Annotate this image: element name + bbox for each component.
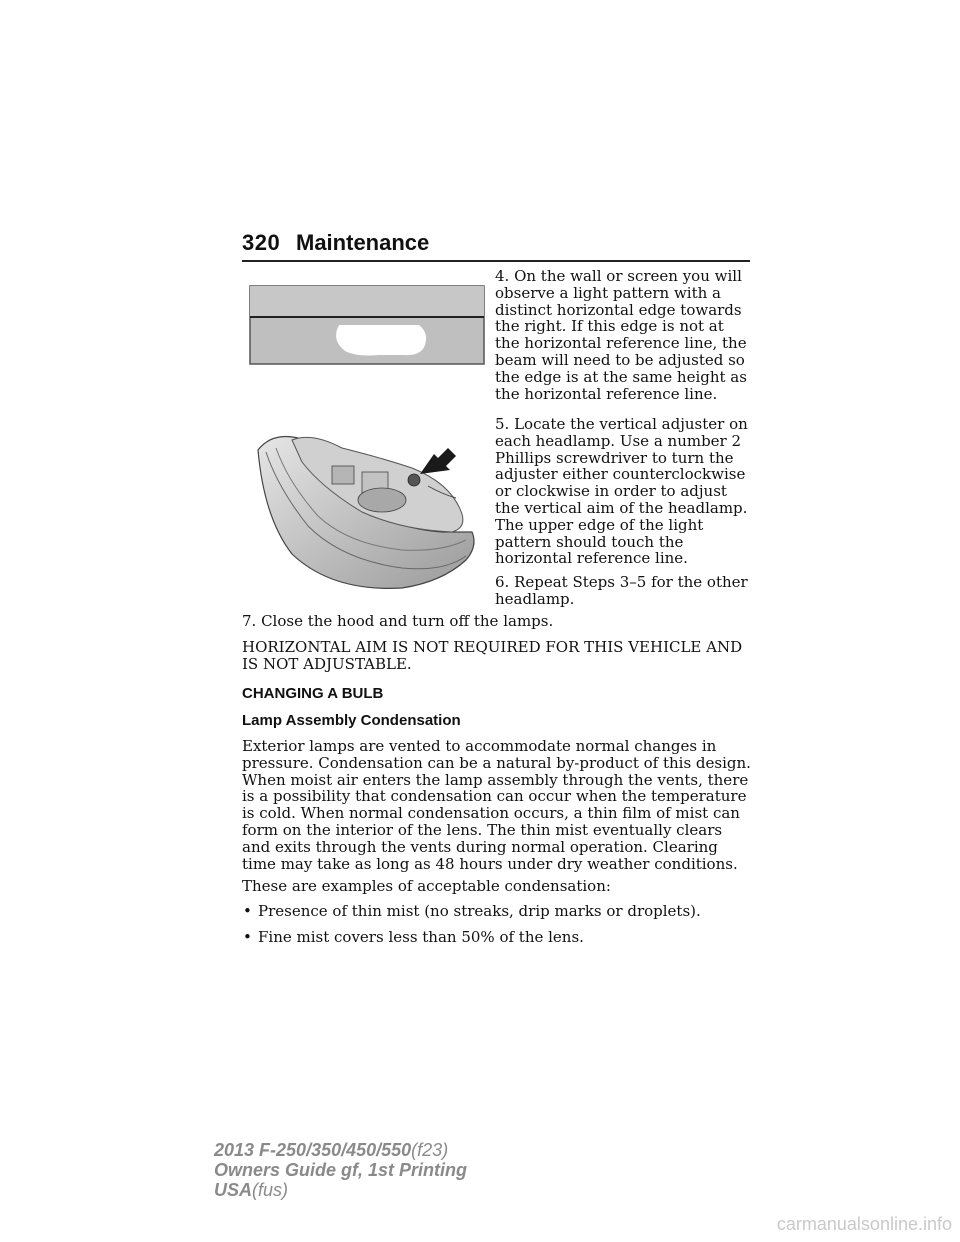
footer-market: USA bbox=[214, 1180, 253, 1200]
footer-model: 2013 F-250/350/450/550 bbox=[214, 1140, 412, 1160]
bullet-marker: • bbox=[243, 902, 252, 920]
condensation-subheading: Lamp Assembly Condensation bbox=[242, 712, 461, 729]
footer-imprint bbox=[214, 1140, 467, 1200]
condensation-paragraph: Exterior lamps are vented to accommodate normal changes in pressure. Condensation can be a natural by-product of this design. When moist air enters the lamp assembly through the vents, there is a possibility that condensation can occur when the temperature is cold. When normal condensation occurs, a thin film of mist can form on the interior of the lens. The thin mist eventually clears and exits through the vents during normal operation. Clearing time may take as long as 48 hours under dry weather conditions. bbox=[242, 737, 751, 873]
examples-intro: These are examples of acceptable condensation: bbox=[242, 877, 611, 895]
step-7-text: 7. Close the hood and turn off the lamps. bbox=[242, 612, 554, 630]
step-4-text: 4. On the wall or screen you will observe a light pattern with a distinct horizontal edge towards the right. If this edge is not at the horizontal reference line, the beam will need to be adjusted so the edge is at the same height as the horizontal reference line. bbox=[495, 267, 747, 403]
header-rule bbox=[242, 260, 750, 262]
headlamp-adjuster-illustration bbox=[252, 428, 488, 596]
footer-edition: Owners Guide gf, 1st Printing bbox=[214, 1160, 468, 1180]
horizontal-aim-notice: HORIZONTAL AIM IS NOT REQUIRED FOR THIS VEHICLE AND IS NOT ADJUSTABLE. bbox=[242, 638, 743, 673]
footer-market-code: (fus) bbox=[252, 1180, 289, 1200]
step-6-text: 6. Repeat Steps 3–5 for the other headlamp. bbox=[495, 573, 748, 608]
bullet-marker: • bbox=[243, 928, 252, 946]
arrow-icon bbox=[420, 448, 456, 474]
beam-pattern-illustration bbox=[249, 285, 485, 365]
section-title: Maintenance bbox=[296, 230, 430, 255]
changing-bulb-heading: CHANGING A BULB bbox=[242, 685, 384, 702]
list-item: Presence of thin mist (no streaks, drip marks or droplets). bbox=[258, 902, 701, 920]
step-5-text: 5. Locate the vertical adjuster on each headlamp. Use a number 2 Phillips screwdriver to turn the adjuster either counterclockwise or clockwise in order to adjust the vertical aim of the headlamp. The upper edge of the light pattern should touch the horizontal reference line. bbox=[495, 415, 748, 568]
footer-model-code: (f23) bbox=[411, 1140, 449, 1160]
watermark: carmanualsonline.info bbox=[776, 1214, 952, 1234]
list-item: Fine mist covers less than 50% of the lens. bbox=[258, 928, 584, 946]
page-number: 320 bbox=[242, 230, 281, 255]
